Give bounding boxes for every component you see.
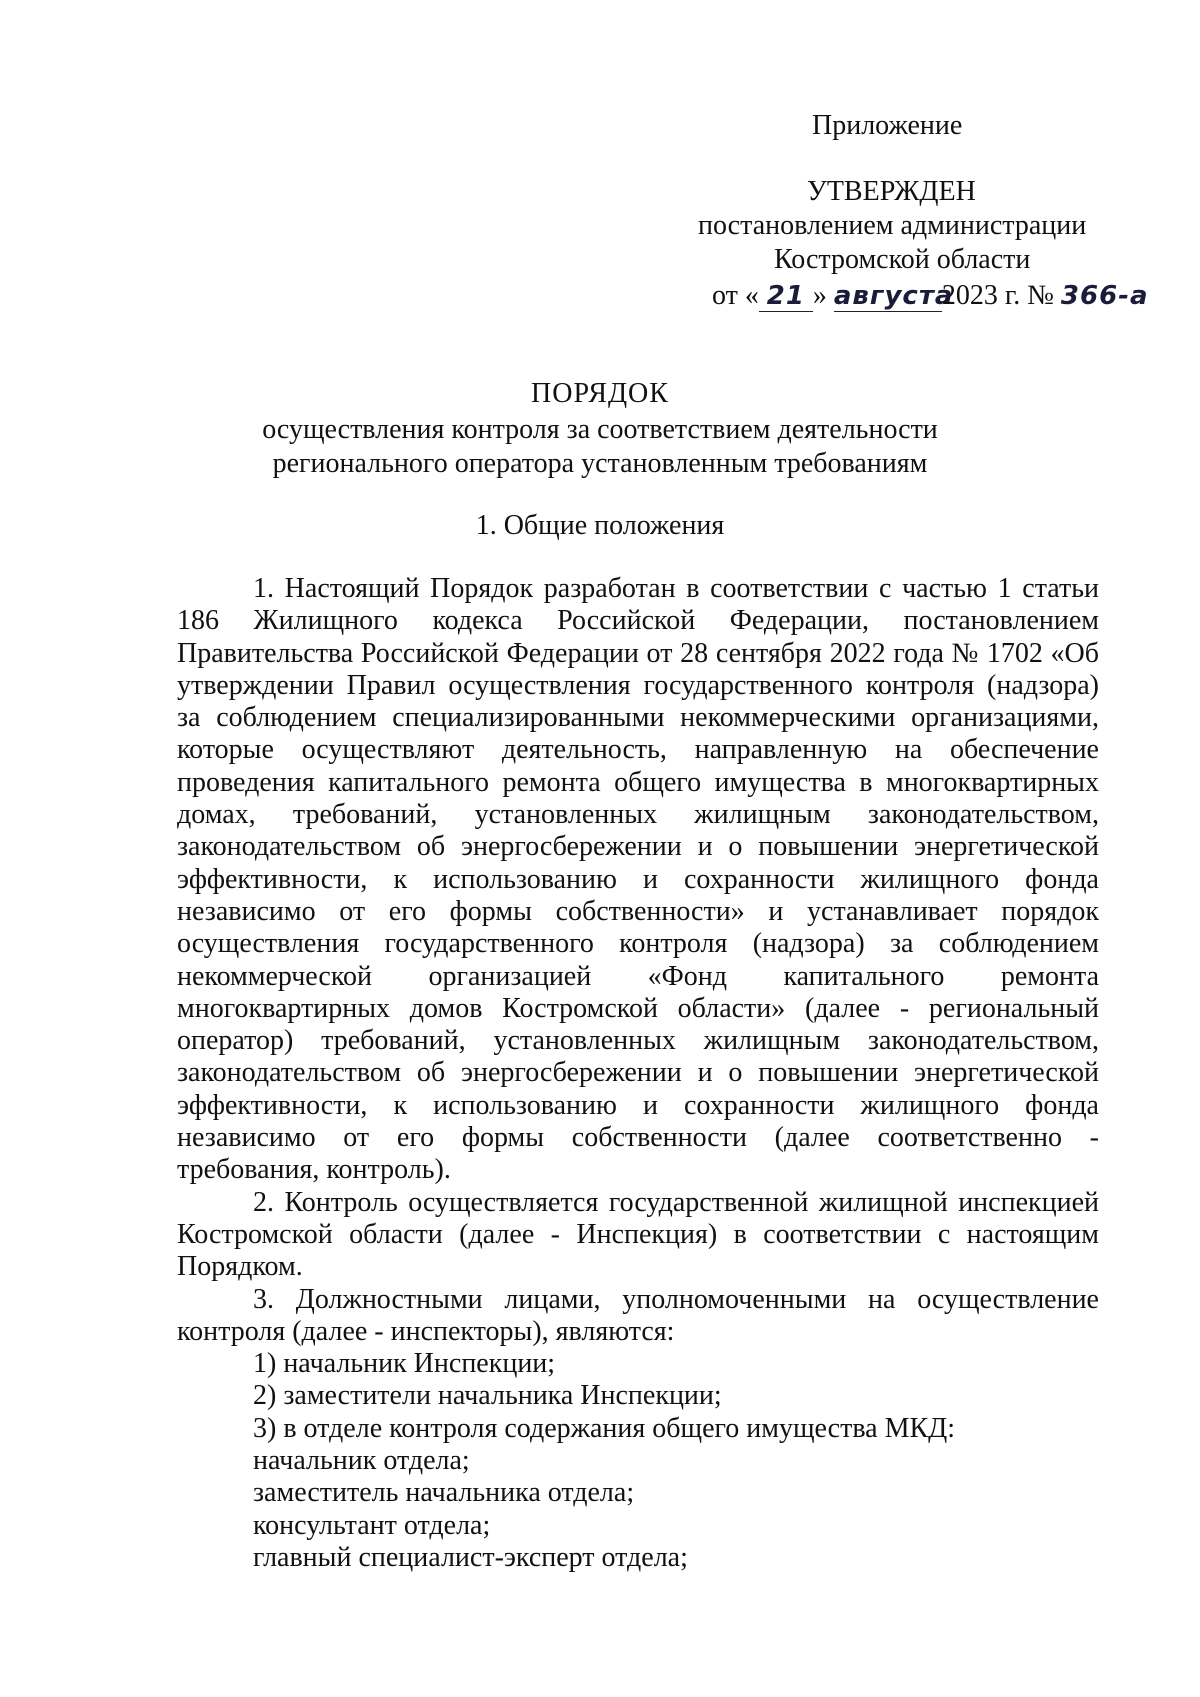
document-body	[177, 573, 1099, 1574]
handwritten-month: августа	[833, 281, 954, 311]
approved-label: УТВЕРЖДЕН	[807, 176, 976, 207]
list-item: 3) в отделе контроля содержания общего имущества МКД:	[253, 1412, 956, 1444]
document-title: ПОРЯДОК	[531, 378, 669, 409]
handwritten-day: 21	[759, 281, 813, 312]
handwritten-doc-number: 366-а	[1060, 281, 1149, 311]
list-item: главный специалист-эксперт отдела;	[253, 1541, 688, 1573]
date-prefix: от «	[712, 280, 759, 311]
approved-by-line: постановлением администрации	[698, 210, 1087, 241]
document-subtitle-line-1: осуществления контроля за соответствием деятельности	[262, 414, 938, 445]
date-year: 2023 г. №	[941, 280, 1054, 311]
resolution-date-line	[712, 280, 1153, 312]
paragraph-2: 2. Контроль осуществляется государственной жилищной инспекцией Костромской области (далее - Инспекция) в соответствии с настоящим Порядком.	[177, 1186, 1099, 1283]
region-line: Костромской области	[774, 244, 1031, 275]
list-item: заместитель начальника отдела;	[253, 1477, 635, 1509]
list-item: 1) начальник Инспекции;	[253, 1348, 556, 1380]
document-subtitle-line-2: регионального оператора установленным требованиям	[272, 448, 928, 479]
list-item: консультант отдела;	[253, 1509, 491, 1541]
paragraph-3: 3. Должностными лицами, уполномоченными на осуществление контроля (далее - инспекторы), являются:	[177, 1283, 1099, 1347]
date-quote-close: »	[812, 280, 827, 311]
list-item: 2) заместители начальника Инспекции;	[253, 1380, 722, 1412]
paragraph-1: 1. Настоящий Порядок разработан в соответствии с частью 1 статьи 186 Жилищного кодекса Российской Федерации, постановлением Правительства Российской Федерации от 28 сентября 2022 года № 1702 «Об утверждении Правил осуществления государственного контроля (надзора) за соблюдением специализированными некоммерческими организациями, которые осуществляют деятельность, направленную на обеспечение проведения капитального ремонта общего имущества в многоквартирных домах, требований, установленных жилищным законодательством, законодательством об энергосбережении и о повышении энергетической эффективности, к использованию и сохранности жилищного фонда независимо от его формы собственности» и устанавливает порядок осуществления государственного контроля (надзора) за соблюдением некоммерческой организацией «Фонд капитального ремонта многоквартирных домов Костромской области» (далее - региональный оператор) требований, установленных жилищным законодательством, законодательством об энергосбережении и о повышении энергетической эффективности, к использованию и сохранности жилищного фонда независимо от его формы собственности (далее соответственно - требования, контроль).	[177, 573, 1099, 1186]
annex-label: Приложение	[812, 110, 963, 141]
list-item: начальник отдела;	[253, 1445, 470, 1477]
section-heading: 1. Общие положения	[475, 510, 725, 541]
